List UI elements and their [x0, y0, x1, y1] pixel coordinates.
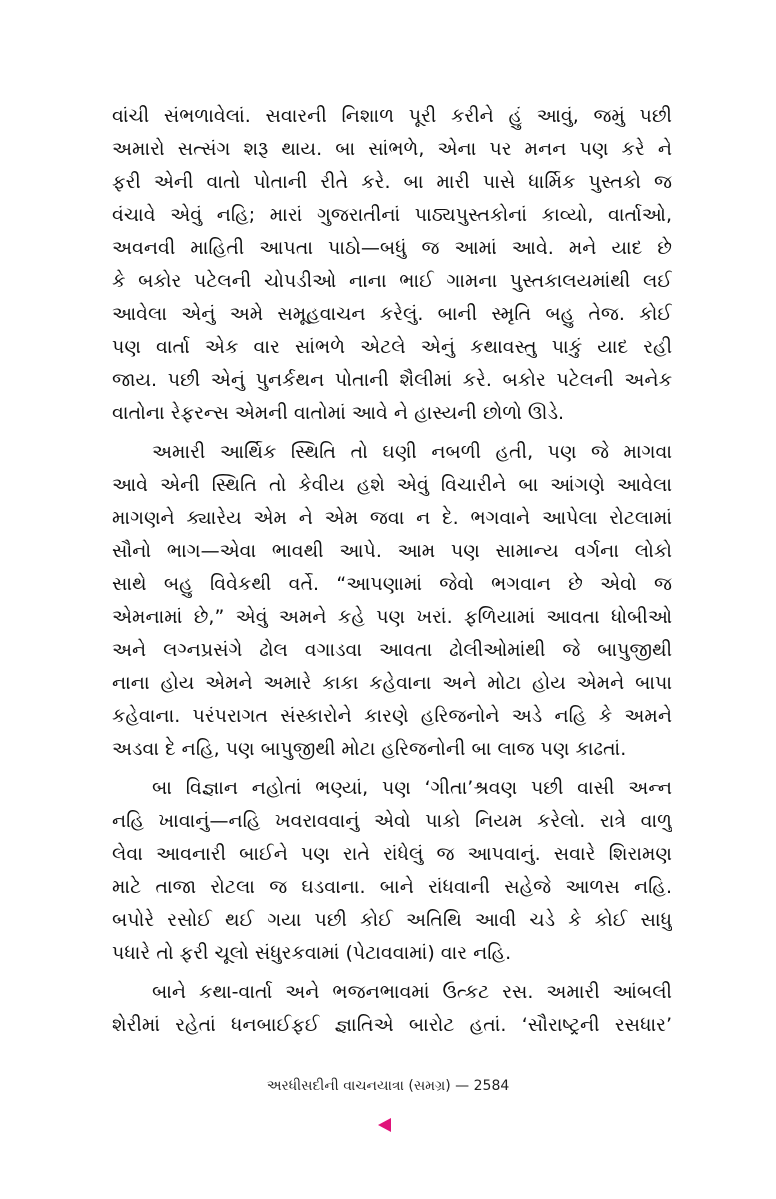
- text-line: જાય. પછી એનું પુનર્કથન પોતાની શૈલીમાં કરે. બકોર પટેલની અનેક: [112, 369, 672, 391]
- text-line: નાના હોય એમને અમારે કાકા કહેવાના અને મોટા હોય એમને બાપા: [112, 672, 672, 694]
- text-line: આવેલા એનું અમે સમૂહવાચન કરેલું. બાની સ્મૃતિ બહુ તેજ. કોઈ: [112, 303, 672, 325]
- text-line: માટે તાજા રોટલા જ ઘડવાના. બાને રાંધવાની સહેજે આળસ નહિ.: [112, 876, 672, 898]
- paragraph-2: [112, 436, 672, 766]
- text-line: બાને કથા-વાર્તા અને ભજનભાવમાં ઉત્કટ રસ. અમારી આંબલી: [152, 981, 672, 1003]
- paragraph-4: [112, 976, 672, 1042]
- text-line: અડવા દે નહિ, પણ બાપુજીથી મોટા હરિજનોની બા લાજ પણ કાઢતાં.: [112, 738, 627, 760]
- text-line: વંચાવે એવું નહિ; મારાં ગુજરાતીનાં પાઠ્યપુસ્તકોનાં કાવ્યો, વાર્તાઓ,: [112, 204, 672, 226]
- text-line: પણ વાર્તા એક વાર સાંભળે એટલે એનું કથાવસ્તુ પાકું યાદ રહી: [112, 336, 672, 358]
- text-line: શેરીમાં રહેતાં ધનબાઈફઈ જ્ઞાતિએ બારોટ હતાં. ‘સૌરાષ્ટ્રની રસધાર’: [112, 1014, 672, 1036]
- text-line: બા વિજ્ઞાન નહોતાં ભણ્યાં, પણ ‘ગીતા’શ્રવણ પછી વાસી અન્ન: [152, 777, 672, 799]
- text-line: ફરી એની વાતો પોતાની રીતે કરે. બા મારી પાસે ધાર્મિક પુસ્તકો જ: [112, 171, 672, 193]
- paragraph-3: [112, 772, 672, 970]
- text-line: વાતોના રેફરન્સ એમની વાતોમાં આવે ને હાસ્યની છોળો ઊડે.: [112, 402, 565, 424]
- page-footer: [0, 1078, 776, 1094]
- text-line: એમનામાં છે,” એવું અમને કહે પણ ખરાં. ફળિયામાં આવતા ધોબીઓ: [112, 606, 672, 628]
- text-line: કહેવાના. પરંપરાગત સંસ્કારોને કારણે હરિજનોને અડે નહિ કે અમને: [112, 705, 672, 727]
- text-line: પધારે તો ફરી ચૂલો સંધુરકવામાં (પેટાવવામાં) વાર નહિ.: [112, 942, 512, 964]
- left-triangle-icon[interactable]: [378, 1118, 391, 1132]
- text-line: અવનવી માહિતી આપતા પાઠો—બધું જ આમાં આવે. મને યાદ છે: [112, 237, 672, 259]
- footer-text: અરધીસદીની વાચનયાત્રા (સમગ્ર) — 2584: [266, 1078, 510, 1094]
- text-line: સાથે બહુ વિવેકથી વર્તે. “આપણામાં જેવો ભગવાન છે એવો જ: [112, 573, 672, 595]
- text-line: અને લગ્નપ્રસંગે ઢોલ વગાડવા આવતા ઢોલીઓમાંથી જે બાપુજીથી: [112, 639, 672, 661]
- text-line: કે બકોર પટેલની ચોપડીઓ નાના ભાઈ ગામના પુસ્તકાલયમાંથી લઈ: [112, 270, 672, 292]
- text-line: માગણને ક્યારેય એમ ને એમ જવા ન દે. ભગવાને આપેલા રોટલામાં: [112, 507, 672, 529]
- text-line: બપોરે રસોઈ થઈ ગયા પછી કોઈ અતિથિ આવી ચડે કે કોઈ સાધુ: [112, 909, 672, 931]
- text-line: વાંચી સંભળાવેલાં. સવારની નિશાળ પૂરી કરીને હું આવું, જમું પછી: [112, 105, 672, 127]
- text-line: નહિ ખાવાનું—નહિ ખવરાવવાનું એવો પાકો નિયમ કરેલો. રાત્રે વાળુ: [112, 810, 672, 832]
- text-line: સૌનો ભાગ—એવા ભાવથી આપે. આમ પણ સામાન્ય વર્ગના લોકો: [112, 540, 672, 562]
- text-line: અમારો સત્સંગ શરૂ થાય. બા સાંભળે, એના પર મનન પણ કરે ને: [112, 138, 672, 160]
- text-line: આવે એની સ્થિતિ તો કેવીય હશે એવું વિચારીને બા આંગણે આવેલા: [112, 474, 672, 496]
- page-body: [112, 100, 672, 1042]
- text-line: લેવા આવનારી બાઈને પણ રાતે રાંધેલું જ આપવાનું. સવારે શિરામણ: [112, 843, 672, 865]
- paragraph-1: [112, 100, 672, 430]
- text-line: અમારી આર્થિક સ્થિતિ તો ઘણી નબળી હતી, પણ જે માગવા: [152, 441, 672, 463]
